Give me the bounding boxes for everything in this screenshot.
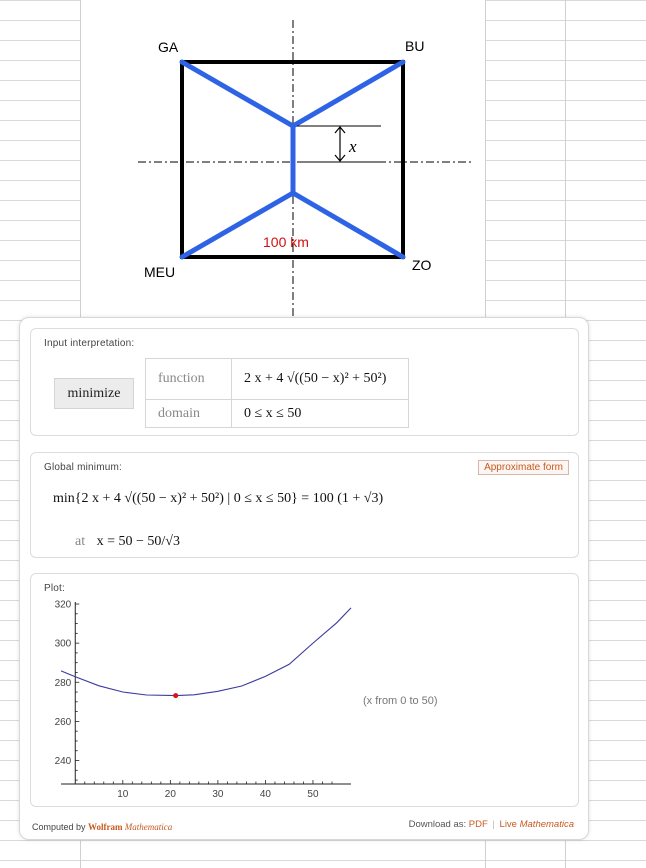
x-dimension-label: x xyxy=(349,137,357,156)
minimum-location xyxy=(75,534,180,550)
corner-label-ga: GA xyxy=(158,39,179,55)
computed-by xyxy=(32,822,172,832)
at-value: x = 50 − 50/√3 xyxy=(96,534,180,549)
results-panel xyxy=(19,317,589,840)
corner-label-bu: BU xyxy=(405,38,425,54)
at-label: at xyxy=(75,534,86,549)
global-minimum-pod xyxy=(30,452,579,558)
x-tick-label: 30 xyxy=(212,789,224,800)
table-row xyxy=(146,359,409,400)
row-label: domain xyxy=(146,400,232,428)
plot-range-caption: (x from 0 to 50) xyxy=(363,695,438,707)
corner-label-zo: ZO xyxy=(412,257,432,273)
download-links xyxy=(409,819,574,830)
download-pdf-link[interactable]: PDF xyxy=(468,819,488,830)
function-curve xyxy=(61,608,351,696)
distance-label: 100 km xyxy=(263,234,309,250)
approximate-form-button[interactable]: Approximate form xyxy=(478,460,569,475)
y-tick-label: 320 xyxy=(54,599,72,611)
diagram-svg xyxy=(81,0,485,318)
road-ga xyxy=(182,62,293,126)
road-zo xyxy=(293,193,403,257)
y-tick-label: 280 xyxy=(54,677,72,689)
pod-title: Global minimum: xyxy=(44,462,123,473)
download-label: Download as: xyxy=(408,819,467,830)
brand-name: Wolfram xyxy=(88,822,123,832)
row-value: 0 ≤ x ≤ 50 xyxy=(232,400,409,428)
row-label: function xyxy=(146,359,232,400)
live-label: Live xyxy=(499,819,517,830)
plot-chart xyxy=(33,584,353,802)
x-tick-label: 10 xyxy=(117,789,129,800)
x-tick-label: 40 xyxy=(259,789,271,800)
interpretation-table xyxy=(145,358,409,428)
x-tick-label: 50 xyxy=(307,789,319,800)
corner-label-meu: MEU xyxy=(144,264,176,280)
road-bu xyxy=(293,62,403,126)
minimum-point-marker xyxy=(173,693,178,698)
wolfram-brand xyxy=(88,822,172,832)
plot-pod xyxy=(30,573,579,807)
input-interpretation-pod xyxy=(30,328,579,436)
x-tick-label: 20 xyxy=(164,789,176,800)
minimize-label: minimize xyxy=(54,378,134,409)
download-separator: | xyxy=(492,819,495,830)
live-mathematica-link[interactable] xyxy=(500,819,574,830)
live-product: Mathematica xyxy=(519,819,574,830)
y-tick-label: 240 xyxy=(54,756,72,768)
table-row xyxy=(146,400,409,428)
row-value: 2 x + 4 √((50 − x)² + 50²) xyxy=(232,359,409,400)
network-diagram xyxy=(81,0,485,318)
computed-by-label: Computed by xyxy=(32,822,86,832)
pod-title: Plot: xyxy=(44,583,66,594)
y-tick-label: 260 xyxy=(54,716,72,728)
y-tick-label: 300 xyxy=(54,638,72,650)
minimum-expression: min{2 x + 4 √((50 − x)² + 50²) | 0 ≤ x ≤ 50} = 100 (1 + √3) xyxy=(53,491,384,506)
pod-title: Input interpretation: xyxy=(44,338,135,349)
brand-product: Mathematica xyxy=(124,822,173,832)
